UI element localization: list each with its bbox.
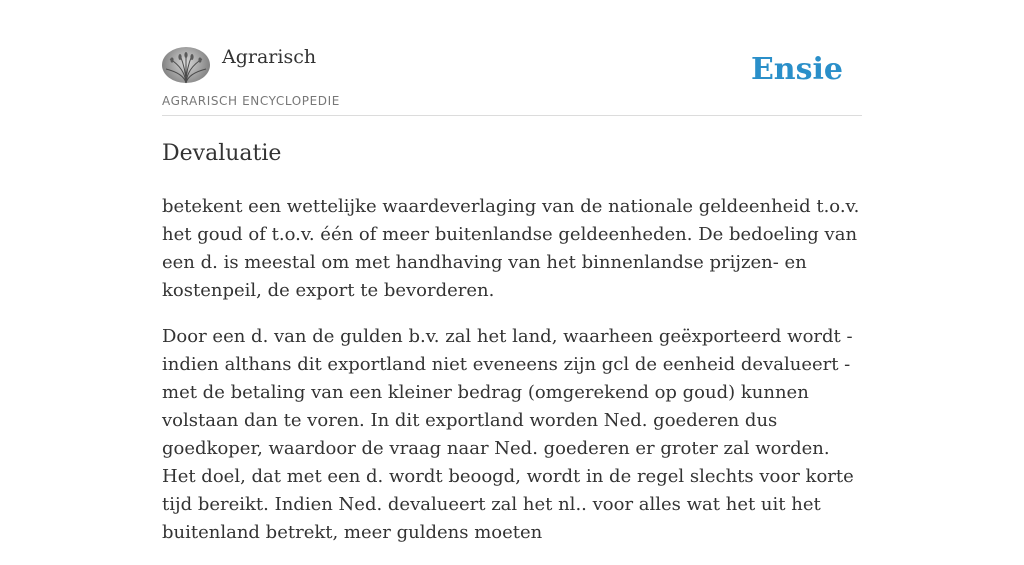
article-paragraph: Door een d. van de gulden b.v. zal het land, waarheen geëxporteerd wordt - indien althans dit exportland niet eveneens zijn gcl de eenheid devalueert - met de betaling van een kleiner bedrag (omgerekend op goud) kunnen volstaan dan te voren. In dit exportland worden Ned. goederen dus goedkoper, waardoor de vraag naar Ned. goederen er groter zal worden. Het doel, dat met een d. wordt beoogd, wordt in de regel slechts voor korte tijd bereikt. Indien Ned. devalueert zal het nl.. voor alles wat het uit het buitenland betrekt, meer guldens moeten xyxy=(162,326,854,543)
article-paragraph: betekent een wettelijke waardeverlaging van de nationale geldeenheid t.o.v. het goud of t.o.v. één of meer buitenlandse geldeenheden. De bedoeling van een d. is meestal om met handhaving van het binnenlandse prijzen- en kostenpeil, de export te bevorderen. xyxy=(162,196,860,301)
article xyxy=(162,138,862,565)
site-header xyxy=(162,0,862,116)
article-title: Devaluatie xyxy=(162,141,282,166)
site-subtitle: AGRARISCH ENCYCLOPEDIE xyxy=(162,94,340,108)
wheat-logo-icon[interactable] xyxy=(162,47,210,83)
brand-logo[interactable]: Ensie xyxy=(750,52,843,87)
site-name[interactable]: Agrarisch xyxy=(222,46,317,68)
